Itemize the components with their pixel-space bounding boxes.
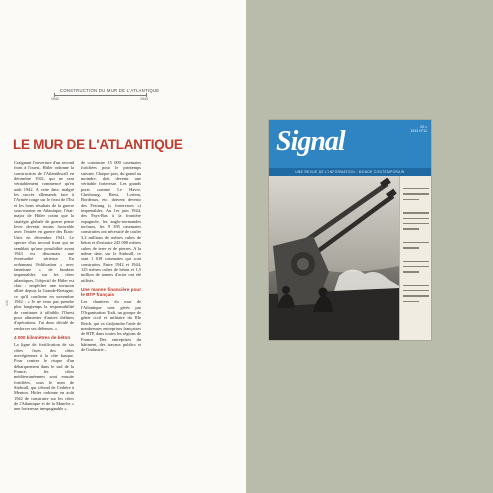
- anti-aircraft-gun-photo: [269, 176, 399, 340]
- text-column-1: [14, 160, 74, 416]
- section-subhead: 4 000 kilomètres de béton: [14, 335, 71, 340]
- paragraph: Les chantiers du mur de l'Atlantique sont gérés par l'Organisation Todt, un groupe de génie civil et militaire du IIIe Reich, qui va s'adjoindre l'aide de nombreuses entreprises françaises de BTP, dans toutes les régions de France. Des entreprises du bâtiment, des travaux publics et de l'industrie...: [81, 299, 141, 353]
- page-title: LE MUR DE L'ATLANTIQUE: [13, 137, 183, 152]
- timeline-line: [54, 95, 146, 96]
- page-number: 142: [5, 300, 9, 306]
- cover-masthead: [269, 120, 431, 168]
- cover-issue-number: 1943 N°11: [410, 129, 427, 134]
- paragraph: de construire 15 000 casemates fortifiées pour le printemps suivant. Chaque port, du grand au moindre, doit devenir une véritable forteresse. Les grands ports comme Le Havre, Cherbourg, Brest, Lorient, Bordeaux, etc. doivent devenir des Festung (« forteresses ») imprenables. Au 1er juin 1944, des Pays-Bas à la frontière espagnole, les anglo-normandes incluses, les 9 395 casemates construites ont nécessité de couler 3,3 millions de mètres cubes de béton et d'extraire 245 000 mètres cubes de terre et de pierres. A la même date, sur le Südwall, ce sont 1 018 casemates qui sont construites. Entre 1942 et 1944, 125 mètres cubes de béton et 1,5 million de tonnes d'acier ont été utilisés.: [81, 160, 141, 283]
- cover-sidebar: [399, 176, 431, 340]
- timeline-label: CONSTRUCTION DU MUR DE L'ATLANTIQUE: [60, 88, 160, 93]
- magazine-cover: [269, 120, 431, 340]
- cover-issue: [410, 125, 427, 133]
- cover-price: 20 c: [420, 125, 427, 129]
- section-subhead: Une manne financière pour le BTP français: [81, 286, 141, 298]
- paragraph: La ligne de fortification de six côtes fixes des côtes norvégiennes à la côte basque. Pour contrer le risque d'un débarquement dans le sud de la France, les côtes méditerranéennes sont ensuite fortifiées, sous le nom de Südwall, qui s'étend de Cerbère à Menton. Hitler ordonne en août 1942 de construire sur les côtes de l'Atlantique et de la Manche « une forteresse inexpugnable ».: [14, 342, 74, 412]
- cover-tagline: UNE REVUE DE L'INFORMATION : MONDE CONTEMPORAIN: [269, 168, 431, 176]
- construction-timeline: [51, 88, 160, 102]
- left-page: [0, 0, 246, 493]
- paragraph: Craignant l'ouverture d'un second front à l'ouest, Hitler ordonne la construction de l'Atlantikwall en décembre 1941, qui ne sera véritablement commencé qu'en août 1942. A cette date, malgré les succès allemands face à l'Armée rouge sur le front de l'Est et les bons résultats de la guerre sous-marine en Atlantique, l'état-major de Hitler craint que la stratégie globale de guerre pense lever devenir moins favorable avec l'entrée en guerre des États-Unis en décembre 1941. Le spectre d'un second front qui ne semblait qu'une possibilité avant 1943 est désormais une éventualité sérieuse. En ordonnant l'édification « avec fanatisme » de bunkers imprenables sur les côtes atlantiques, l'objectif de Hitler est clair : empêcher une invasion alliée depuis la Grande-Bretagne, ce qu'il confirme en novembre 1942 : « Je ne veux pas prendre plus longtemps la responsabilité de continuer à affaiblir l'Ouest pour alimenter d'autres théâtres d'opérations. J'ai donc décidé de renforcer ses défenses. »: [14, 160, 74, 331]
- text-column-2: [81, 160, 141, 357]
- timeline-year-end: 1944: [140, 96, 148, 101]
- cover-logo: Signal: [276, 126, 345, 157]
- timeline-year-start: 1942: [51, 96, 59, 101]
